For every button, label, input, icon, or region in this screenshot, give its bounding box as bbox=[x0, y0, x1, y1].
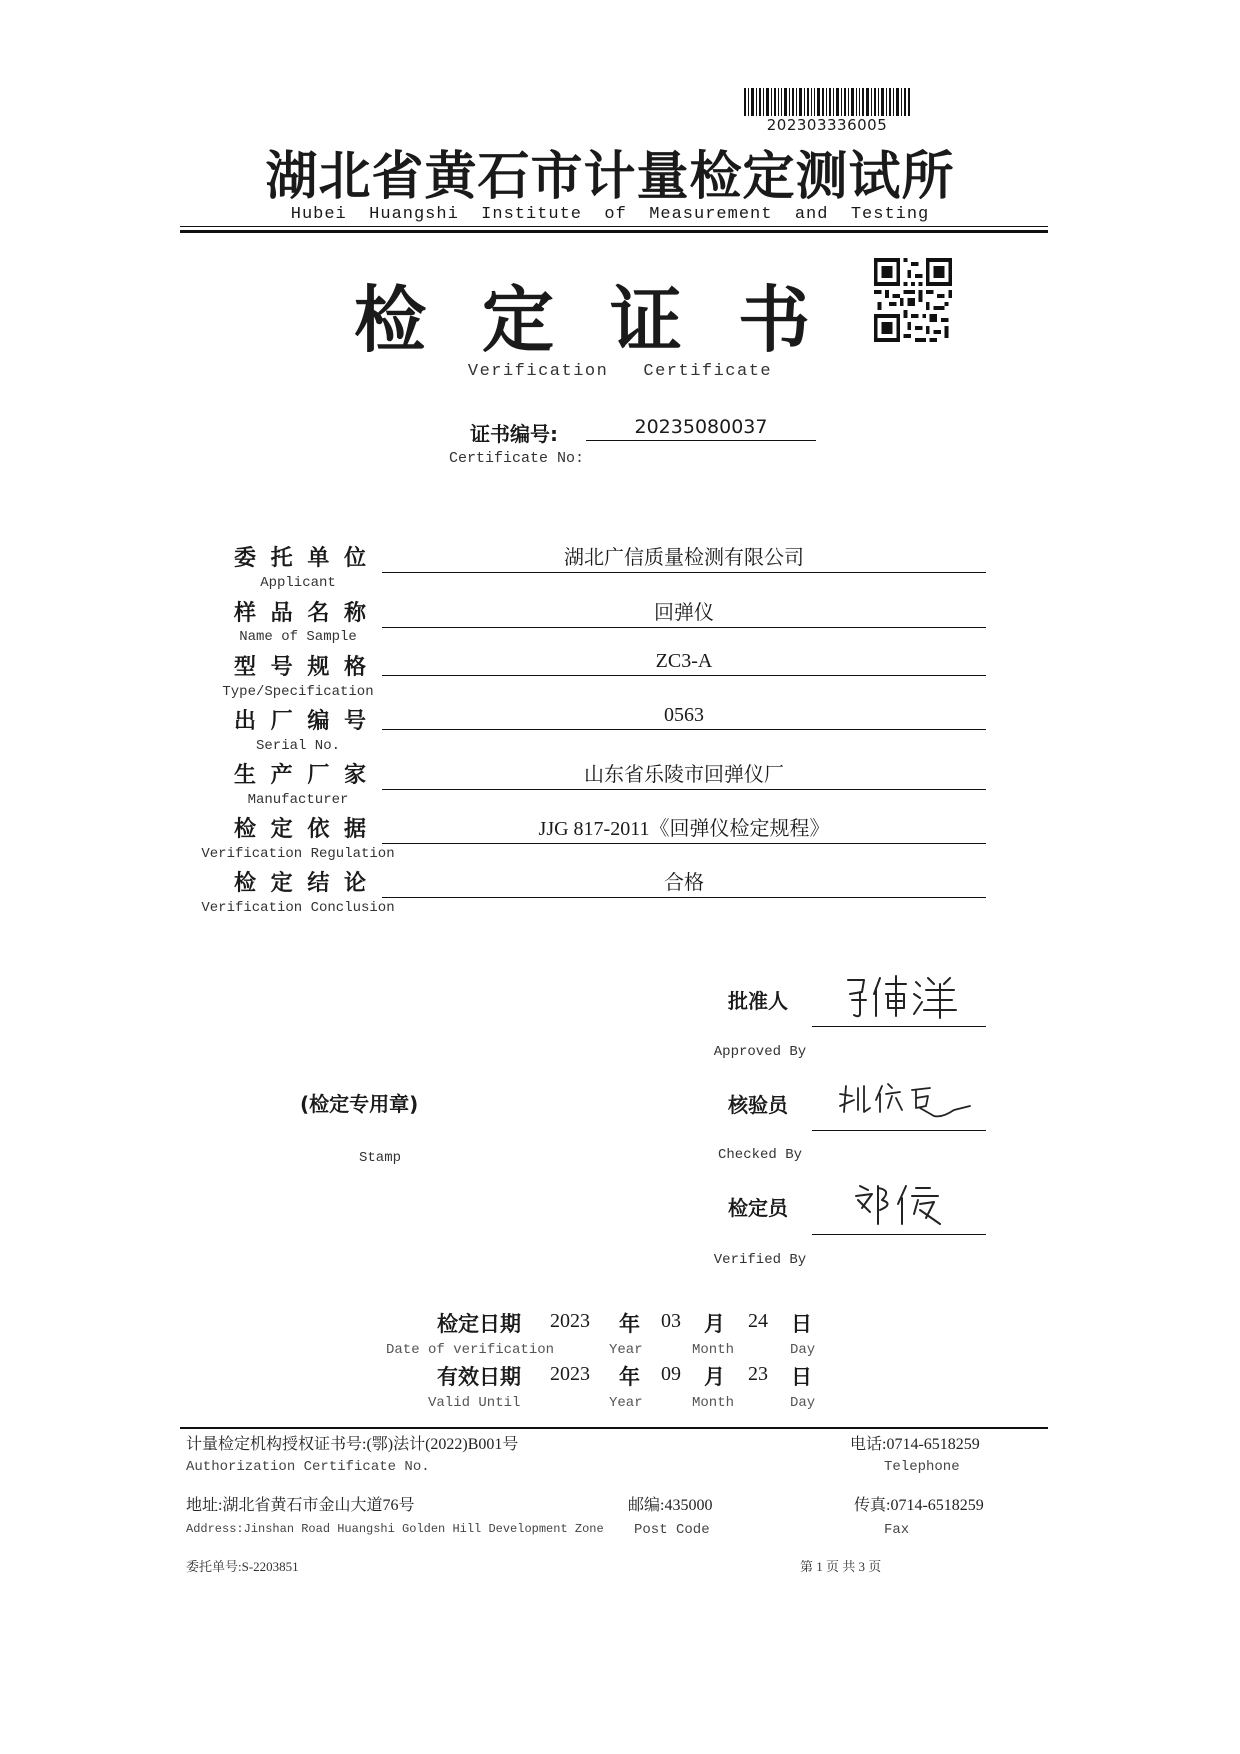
field-label-serial: 出厂编号 bbox=[234, 709, 366, 734]
valid-until-day-unit: 日 bbox=[791, 1365, 812, 1389]
verification-year-label-en: Year bbox=[609, 1342, 643, 1358]
field-label-en-regulation: Verification Regulation bbox=[201, 846, 395, 862]
valid-until-day: 23 bbox=[748, 1363, 768, 1385]
address-en: Address:Jinshan Road Huangshi Golden Hill Development Zone bbox=[186, 1522, 604, 1536]
barcode-number: 202303336005 bbox=[766, 116, 888, 134]
valid-until-label: 有效日期 bbox=[437, 1365, 521, 1389]
verification-month-label-en: Month bbox=[692, 1342, 735, 1358]
field-value-applicant: 湖北广信质量检测有限公司 bbox=[382, 541, 986, 573]
valid-until-year-label-en: Year bbox=[609, 1395, 643, 1411]
verification-month-unit: 月 bbox=[704, 1312, 725, 1336]
telephone: 电话:0714-6518259 bbox=[850, 1436, 980, 1453]
field-label-en-conclusion: Verification Conclusion bbox=[201, 900, 395, 916]
certificate-number-label-en: Certificate No: bbox=[449, 450, 585, 467]
field-value-serial: 0563 bbox=[382, 704, 986, 730]
stamp-label-en: Stamp bbox=[358, 1150, 401, 1166]
telephone-label-en: Telephone bbox=[884, 1459, 960, 1475]
valid-until-label-en: Valid Until bbox=[428, 1395, 521, 1411]
checked-by-line bbox=[812, 1130, 986, 1131]
certificate-number: 20235080037 bbox=[586, 416, 816, 441]
field-label-en-sample: Name of Sample bbox=[239, 629, 357, 645]
field-label-en-applicant: Applicant bbox=[260, 575, 336, 591]
header-rule-thick bbox=[180, 230, 1048, 233]
postcode-label-en: Post Code bbox=[634, 1522, 710, 1538]
header-rule-thin bbox=[180, 226, 1048, 227]
institute-name-en: Hubei Huangshi Institute of Measurement and Testing bbox=[290, 205, 930, 224]
field-value-type: ZC3-A bbox=[382, 650, 986, 676]
field-label-regulation: 检定依据 bbox=[234, 817, 366, 842]
verified-by-label: 检定员 bbox=[728, 1196, 788, 1220]
approved-by-signature bbox=[830, 970, 980, 1022]
certificate-title-en: Verification Certificate bbox=[467, 362, 773, 381]
field-label-en-type: Type/Specification bbox=[222, 684, 374, 700]
field-label-en-serial: Serial No. bbox=[255, 738, 340, 754]
approved-by-line bbox=[812, 1026, 986, 1027]
checked-by-signature bbox=[830, 1074, 980, 1126]
approved-by-label: 批准人 bbox=[728, 989, 788, 1013]
field-value-regulation: JJG 817-2011《回弹仪检定规程》 bbox=[382, 812, 986, 844]
verification-date-label: 检定日期 bbox=[437, 1312, 521, 1336]
authorization-label-en: Authorization Certificate No. bbox=[186, 1459, 430, 1475]
verification-month: 03 bbox=[661, 1310, 681, 1332]
verification-day: 24 bbox=[748, 1310, 768, 1332]
fax: 传真:0714-6518259 bbox=[854, 1497, 984, 1514]
authorization-number: 计量检定机构授权证书号:(鄂)法计(2022)B001号 bbox=[186, 1436, 519, 1453]
footer-rule bbox=[180, 1427, 1048, 1429]
valid-until-month: 09 bbox=[661, 1363, 681, 1385]
verification-day-unit: 日 bbox=[791, 1312, 812, 1336]
address: 地址:湖北省黄石市金山大道76号 bbox=[186, 1497, 415, 1514]
valid-until-year-unit: 年 bbox=[619, 1365, 640, 1389]
checked-by-label-en: Checked By bbox=[717, 1147, 802, 1163]
verification-day-label-en: Day bbox=[790, 1342, 816, 1358]
fax-label-en: Fax bbox=[884, 1522, 910, 1538]
institute-name-cn: 湖北省黄石市计量检定测试所 bbox=[265, 147, 955, 207]
field-label-en-manufacturer: Manufacturer bbox=[247, 792, 349, 808]
barcode bbox=[742, 88, 912, 116]
checked-by-label: 核验员 bbox=[728, 1093, 788, 1117]
page-number: 第 1 页 共 3 页 bbox=[800, 1559, 882, 1574]
stamp-label: (检定专用章) bbox=[300, 1092, 419, 1116]
order-number: 委托单号:S-2203851 bbox=[186, 1559, 299, 1574]
field-label-sample: 样品名称 bbox=[234, 601, 366, 626]
valid-until-day-label-en: Day bbox=[790, 1395, 816, 1411]
postcode: 邮编:435000 bbox=[628, 1497, 713, 1514]
verified-by-label-en: Verified By bbox=[713, 1252, 807, 1268]
field-label-manufacturer: 生产厂家 bbox=[234, 763, 366, 788]
field-label-applicant: 委托单位 bbox=[234, 546, 366, 571]
field-value-sample: 回弹仪 bbox=[382, 596, 986, 628]
field-value-manufacturer: 山东省乐陵市回弹仪厂 bbox=[382, 758, 986, 790]
valid-until-month-unit: 月 bbox=[704, 1365, 725, 1389]
verified-by-signature bbox=[830, 1178, 980, 1230]
verification-date-label-en: Date of verification bbox=[386, 1342, 555, 1358]
field-label-conclusion: 检定结论 bbox=[234, 871, 366, 896]
certificate-title-cn: 检定证书 bbox=[353, 277, 866, 362]
certificate-number-label: 证书编号: bbox=[470, 422, 558, 446]
verified-by-line bbox=[812, 1234, 986, 1235]
approved-by-label-en: Approved By bbox=[713, 1044, 807, 1060]
field-label-type: 型号规格 bbox=[234, 655, 366, 680]
verification-year-unit: 年 bbox=[619, 1312, 640, 1336]
valid-until-month-label-en: Month bbox=[692, 1395, 735, 1411]
valid-until-year: 2023 bbox=[550, 1363, 590, 1385]
qr-code bbox=[874, 258, 952, 342]
verification-year: 2023 bbox=[550, 1310, 590, 1332]
field-value-conclusion: 合格 bbox=[382, 866, 986, 898]
